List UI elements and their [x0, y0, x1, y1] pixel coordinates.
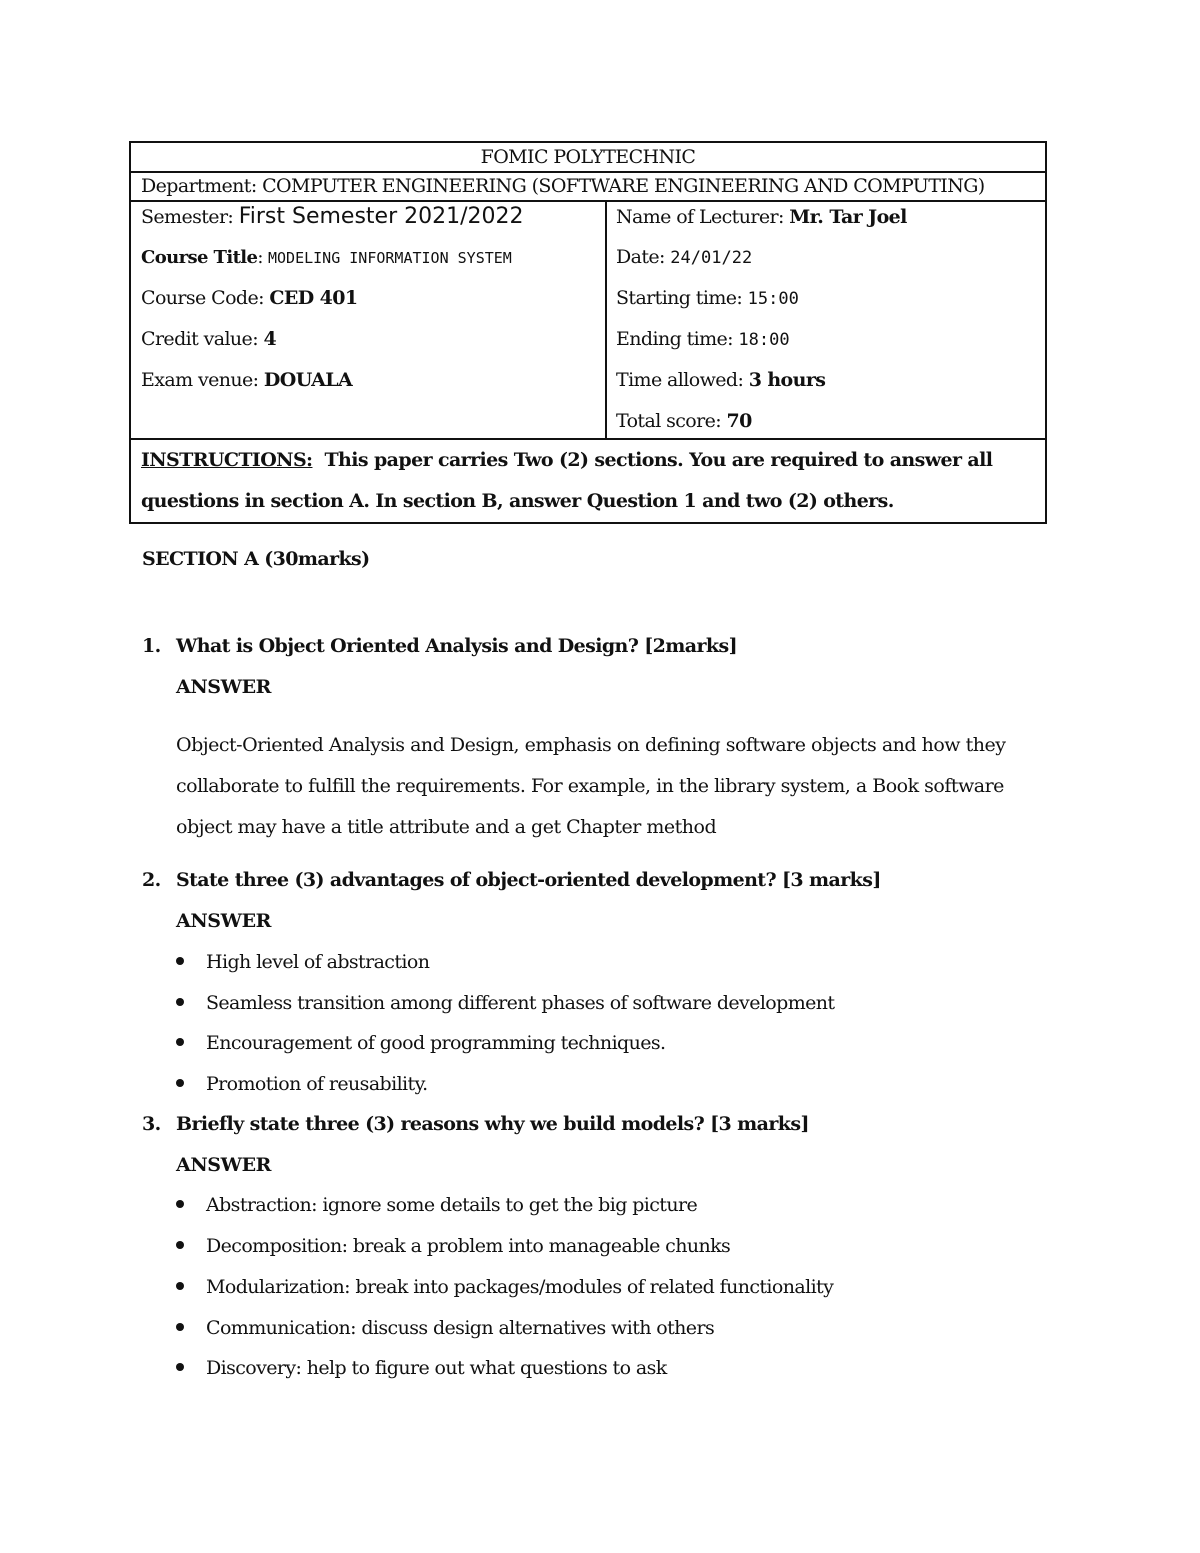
department-row — [131, 173, 1045, 202]
lecturer-label: Name of Lecturer: — [616, 206, 784, 228]
question-text: State three (3) advantages of object-oriented development? [3 marks] — [176, 869, 881, 891]
bullet-icon — [176, 998, 184, 1006]
bullet-icon — [176, 957, 184, 965]
instructions-text-1: This paper carries Two (2) sections. You are required to answer all — [324, 449, 993, 471]
question-1 — [142, 635, 737, 657]
start-time-label: Starting time: — [616, 287, 743, 309]
list-item — [176, 992, 834, 1014]
instructions-label: INSTRUCTIONS: — [141, 449, 313, 471]
total-score-line — [616, 406, 1045, 447]
question-number: 1. — [142, 635, 161, 657]
list-item-text: Seamless transition among different phases of software development — [206, 992, 835, 1014]
list-item-text: Decomposition: break a problem into manageable chunks — [206, 1235, 731, 1257]
start-time-line — [616, 283, 1045, 324]
answer-label: ANSWER — [176, 1154, 272, 1176]
question-2 — [142, 869, 881, 891]
course-title-label: Course Title — [141, 247, 258, 268]
venue-line — [141, 365, 605, 406]
course-title-line: Course Title: MODELING INFORMATION SYSTEM — [141, 247, 512, 268]
start-time-value: 15:00 — [747, 289, 799, 309]
list-item-text: Discovery: help to figure out what questions to ask — [206, 1357, 667, 1379]
list-item-text: Modularization: break into packages/modules of related functionality — [206, 1276, 834, 1298]
semester-value: First Semester 2021/2022 — [238, 204, 524, 229]
course-code-line — [141, 283, 605, 324]
time-allowed-line — [616, 365, 1045, 406]
bullet-icon — [176, 1079, 184, 1087]
question-text: Briefly state three (3) reasons why we build models? [3 marks] — [176, 1113, 809, 1135]
paragraph-line: object may have a title attribute and a get Chapter method — [176, 816, 717, 838]
exam-header-table — [129, 141, 1047, 524]
credit-value: 4 — [263, 328, 277, 350]
list-item — [176, 1032, 665, 1054]
answer-label: ANSWER — [176, 676, 272, 698]
date-line — [616, 242, 1045, 283]
list-item — [176, 1317, 714, 1339]
list-item — [176, 1357, 667, 1379]
department-label: Department: — [141, 175, 257, 197]
bullet-icon — [176, 1323, 184, 1331]
bullet-icon — [176, 1241, 184, 1249]
lecturer-line — [616, 202, 1045, 242]
list-item-text: Abstraction: ignore some details to get the big picture — [206, 1194, 698, 1216]
question-number: 3. — [142, 1113, 161, 1135]
date-label: Date: — [616, 246, 665, 268]
paragraph-line: collaborate to fulfill the requirements. For example, in the library system, a Book software — [176, 775, 1004, 797]
list-item — [176, 1276, 833, 1298]
total-score-label: Total score: — [616, 410, 722, 432]
semester-line — [141, 202, 605, 242]
credit-label: Credit value: — [141, 328, 258, 350]
bullet-icon — [176, 1363, 184, 1371]
bullet-icon — [176, 1038, 184, 1046]
question-3 — [142, 1113, 809, 1135]
venue-label: Exam venue: — [141, 369, 259, 391]
time-allowed-value: 3 hours — [748, 369, 826, 391]
question-number: 2. — [142, 869, 161, 891]
total-score-value: 70 — [726, 410, 752, 432]
end-time-label: Ending time: — [616, 328, 733, 350]
time-allowed-label: Time allowed: — [616, 369, 744, 391]
bullet-icon — [176, 1282, 184, 1290]
list-item — [176, 1194, 697, 1216]
course-info-column — [131, 202, 607, 438]
bullet-icon — [176, 1200, 184, 1208]
semester-label: Semester: — [141, 206, 234, 228]
instructions-line-2: questions in section A. In section B, answer Question 1 and two (2) others. — [141, 490, 894, 512]
list-item-text: High level of abstraction — [206, 951, 430, 973]
credit-line — [141, 324, 605, 365]
exam-schedule-column — [607, 202, 1045, 438]
list-item — [176, 1073, 428, 1095]
list-item-text: Encouragement of good programming techniques. — [206, 1032, 666, 1054]
venue-value: DOUALA — [263, 369, 353, 391]
answer-label: ANSWER — [176, 910, 272, 932]
list-item-text: Communication: discuss design alternatives with others — [206, 1317, 715, 1339]
lecturer-value: Mr. Tar Joel — [789, 206, 907, 228]
department-value: COMPUTER ENGINEERING (SOFTWARE ENGINEERING AND COMPUTING) — [262, 175, 985, 197]
institution-title: FOMIC POLYTECHNIC — [131, 143, 1045, 173]
course-code-label: Course Code: — [141, 287, 264, 309]
answer-paragraph — [176, 725, 1058, 848]
instructions — [131, 440, 1045, 522]
list-item — [176, 951, 429, 973]
exam-info-row — [131, 202, 1045, 440]
list-item — [176, 1235, 730, 1257]
question-text: What is Object Oriented Analysis and Design? [2marks] — [176, 635, 737, 657]
date-value: 24/01/22 — [670, 248, 753, 268]
section-a-heading: SECTION A (30marks) — [142, 548, 370, 570]
paragraph-line: Object-Oriented Analysis and Design, emphasis on defining software objects and how they — [176, 734, 1006, 756]
list-item-text: Promotion of reusability. — [206, 1073, 428, 1095]
end-time-line — [616, 324, 1045, 365]
end-time-value: 18:00 — [738, 330, 790, 350]
course-code-value: CED 401 — [269, 287, 358, 309]
course-title-value: MODELING INFORMATION SYSTEM — [268, 249, 512, 267]
